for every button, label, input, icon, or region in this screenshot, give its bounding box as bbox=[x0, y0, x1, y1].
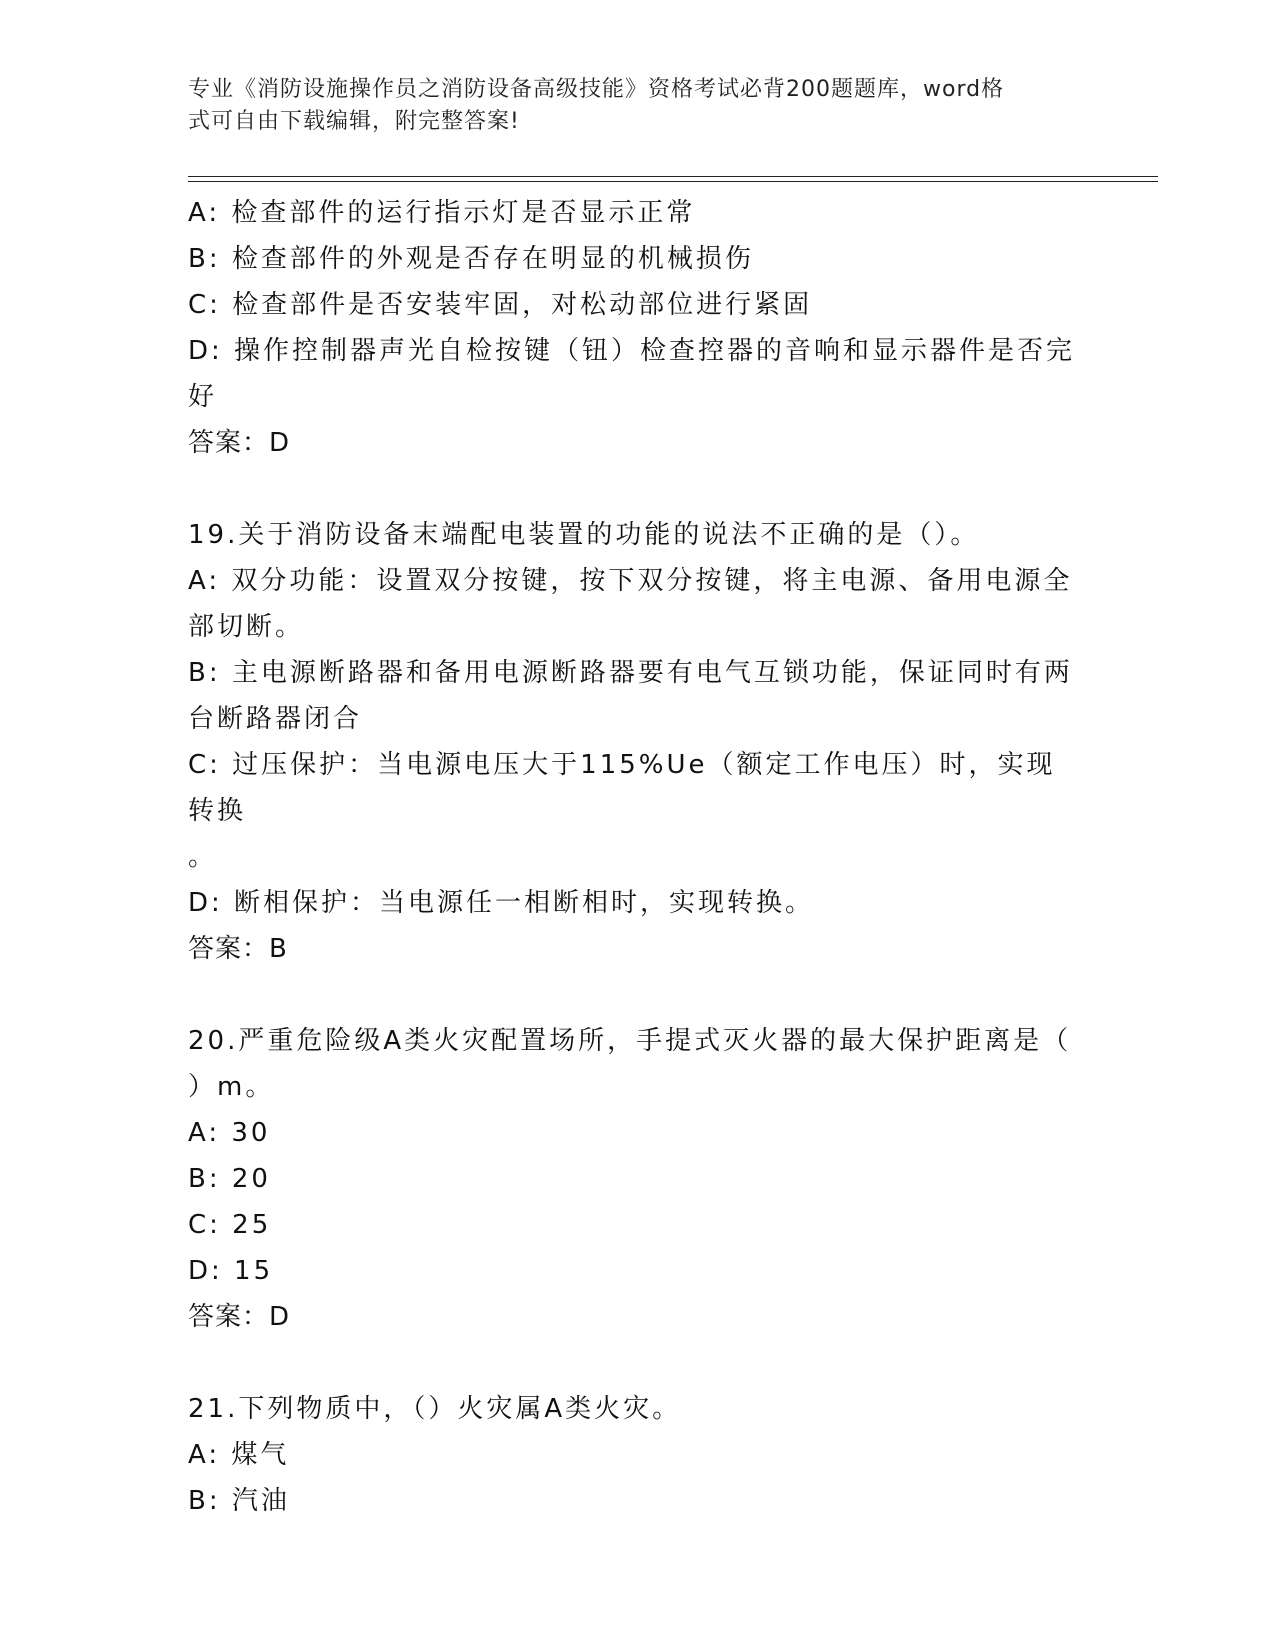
q19-option-d: D: 断相保护：当电源任一相断相时，实现转换。 bbox=[188, 888, 815, 918]
q19-question: 19.关于消防设备末端配电装置的功能的说法不正确的是（）。 bbox=[188, 520, 980, 550]
question-19 bbox=[188, 512, 1078, 972]
q21-option-b: B: 汽油 bbox=[188, 1486, 290, 1516]
q19-option-c-line-1: C: 过压保护：当电源电压大于115%Ue（额定工作电压）时，实现转换 bbox=[188, 750, 1056, 826]
spacer bbox=[188, 466, 1078, 512]
q19-option-b-line-2: 台断路器闭合 bbox=[188, 704, 363, 734]
spacer bbox=[188, 972, 1078, 1018]
q19-answer: 答案：B bbox=[188, 934, 288, 964]
header-line-1: 专业《消防设施操作员之消防设备高级技能》资格考试必背200题题库，word格 bbox=[188, 77, 1005, 102]
q18-option-c: C: 检查部件是否安装牢固，对松动部位进行紧固 bbox=[188, 290, 813, 320]
q20-answer: 答案：D bbox=[188, 1302, 291, 1332]
q19-option-c-line-2: 。 bbox=[188, 842, 218, 872]
q18-option-d-line-1: D: 操作控制器声光自检按键（钮）检查控器的音响和显示器件是否完 bbox=[188, 336, 1076, 366]
q20-question-line-2: ）m。 bbox=[188, 1072, 275, 1102]
spacer bbox=[188, 1340, 1078, 1386]
question-21 bbox=[188, 1386, 1078, 1524]
document-header bbox=[188, 74, 1068, 138]
question-18 bbox=[188, 190, 1078, 466]
q19-option-b-line-1: B: 主电源断路器和备用电源断路器要有电气互锁功能，保证同时有两 bbox=[188, 658, 1073, 688]
q20-option-d: D: 15 bbox=[188, 1256, 274, 1286]
q19-option-a-line-1: A: 双分功能：设置双分按键，按下双分按键，将主电源、备用电源全 bbox=[188, 566, 1073, 596]
q20-option-c: C: 25 bbox=[188, 1210, 272, 1240]
header-line-2: 式可自由下载编辑，附完整答案! bbox=[188, 109, 520, 134]
header-divider-top bbox=[188, 176, 1158, 177]
q21-question: 21.下列物质中，（）火灾属A类火灾。 bbox=[188, 1394, 682, 1424]
q20-question-line-1: 20.严重危险级A类火灾配置场所，手提式灭火器的最大保护距离是（ bbox=[188, 1026, 1072, 1056]
q18-option-b: B: 检查部件的外观是否存在明显的机械损伤 bbox=[188, 244, 754, 274]
q18-answer: 答案：D bbox=[188, 428, 291, 458]
q18-option-d-line-2: 好 bbox=[188, 382, 218, 412]
header-divider-bottom bbox=[188, 181, 1158, 182]
q20-option-b: B: 20 bbox=[188, 1164, 271, 1194]
q21-option-a: A: 煤气 bbox=[188, 1440, 290, 1470]
q20-option-a: A: 30 bbox=[188, 1118, 271, 1148]
question-list bbox=[188, 190, 1078, 1524]
q18-option-a: A: 检查部件的运行指示灯是否显示正常 bbox=[188, 198, 696, 228]
q19-option-a-line-2: 部切断。 bbox=[188, 612, 305, 642]
question-20 bbox=[188, 1018, 1078, 1340]
